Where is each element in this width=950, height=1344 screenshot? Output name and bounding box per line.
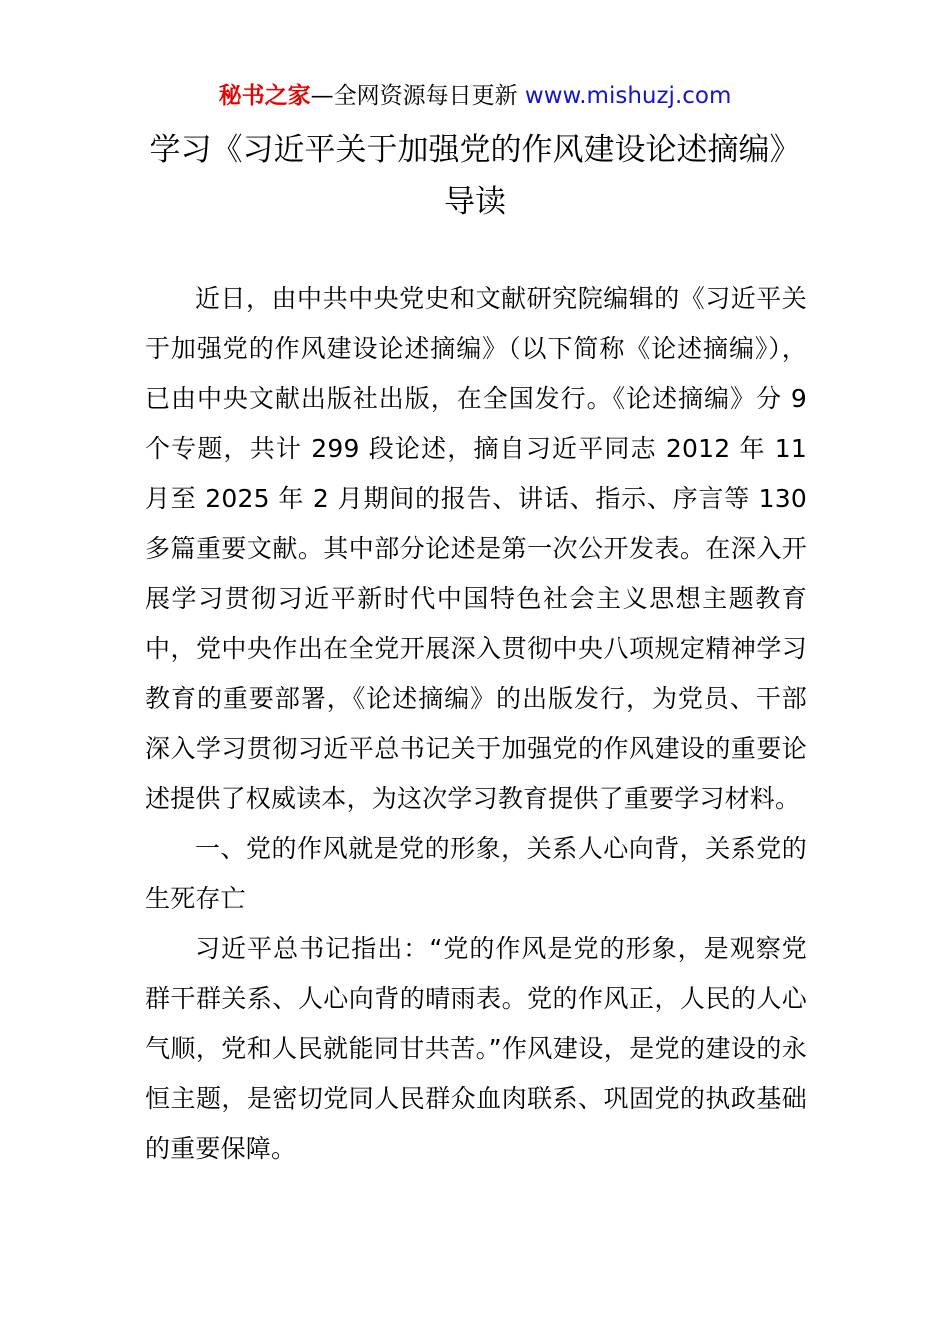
section-heading-1: 一、党的作风就是党的形象，关系人心向背，关系党的生死存亡 — [145, 834, 807, 913]
site-tagline: —全网资源每日更新 — [310, 83, 525, 109]
site-url-link[interactable]: www.mishuzj.com — [524, 83, 732, 109]
body-paragraph-quote: 习近平总书记指出：“党的作风是党的形象，是观察党群干群关系、人心向背的晴雨表。党的作风正，人民的人心气顺，党和人民就能同甘共苦。”作风建设，是党的建设的永恒主题，是密切党同人民群众血肉联系、巩固党的执政基础的重要保障。 — [145, 934, 807, 1163]
site-brand: 秘书之家 — [218, 83, 311, 109]
site-header — [0, 80, 950, 112]
document-title: 学习《习近平关于加强党的作风建设论述摘编》导读 — [149, 132, 801, 220]
body-paragraph-intro: 近日，由中共中央党史和文献研究院编辑的《习近平关于加强党的作风建设论述摘编》（以下简称《论述摘编》），已由中央文献出版社出版，在全国发行。《论述摘编》分 9 个专题，共计 299 段论述，摘自习近平同志 2012 年 11 月至 2025 年 2 月期间的报告、讲话、指示、序言等 130 多篇重要文献。其中部分论述是第一次公开发表。在深入开展学习贯彻习近平新时代中国特色社会主义思想主题教育中，党中央作出在全党开展深入贯彻中央八项规定精神学习教育的重要部署，《论述摘编》的出版发行，为党员、干部深入学习贯彻习近平总书记关于加强党的作风建设的重要论述提供了权威读本，为这次学习教育提供了重要学习材料。 — [145, 284, 807, 813]
document-body — [145, 274, 807, 1174]
